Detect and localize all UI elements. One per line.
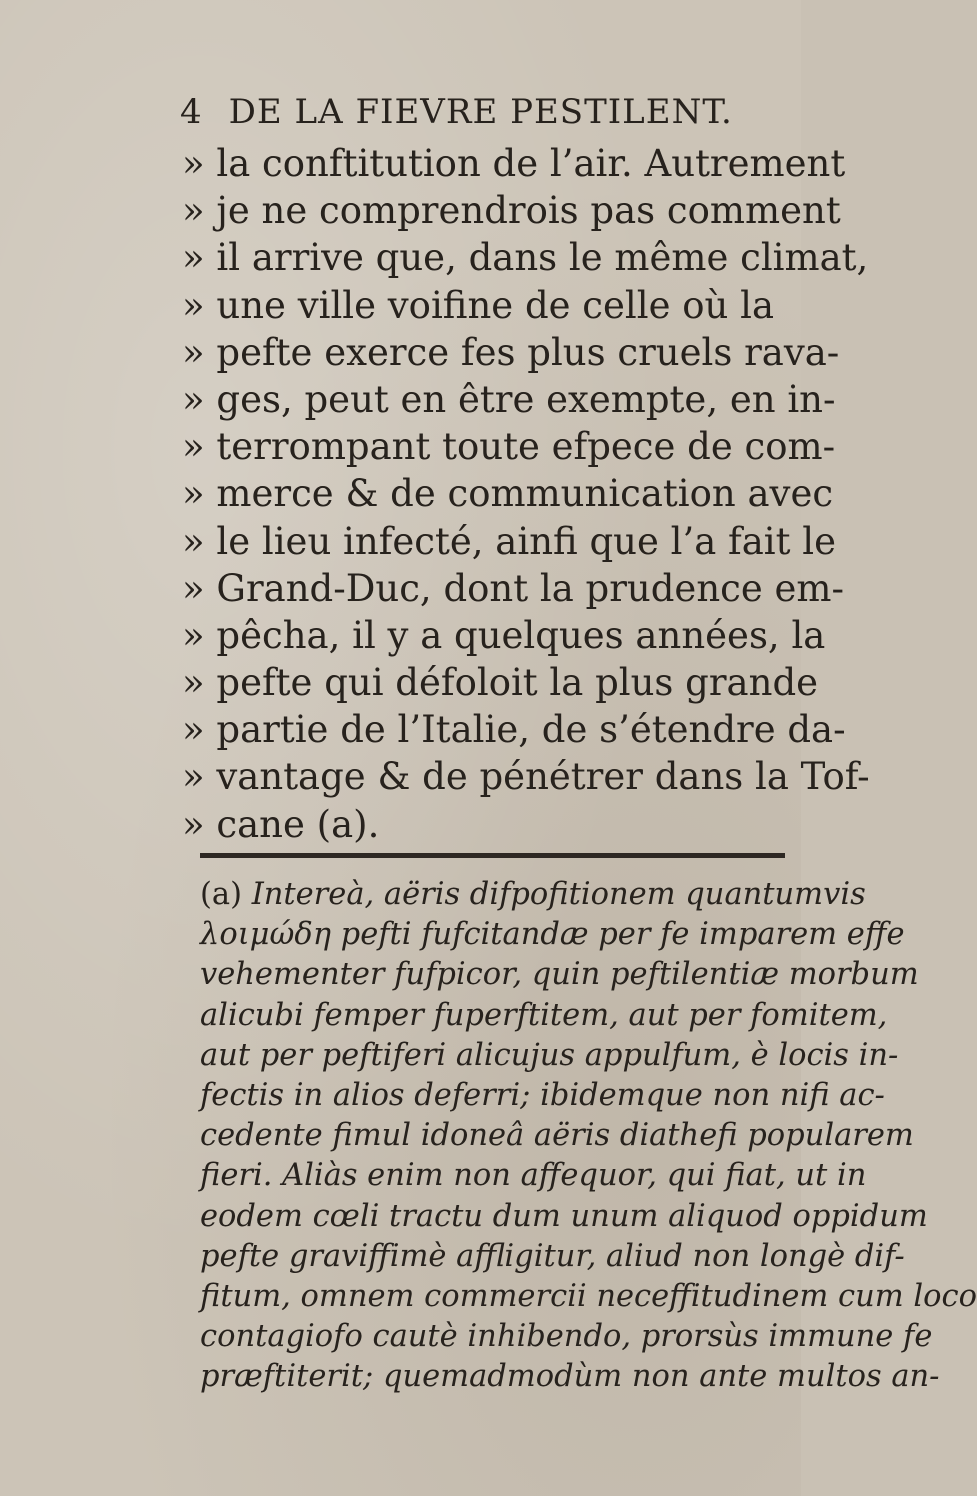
text-line: » la conftitution de l’air. Autrement bbox=[182, 142, 846, 185]
text-line: » terrompant toute efpece de com- bbox=[182, 425, 836, 469]
main-text-block bbox=[182, 140, 870, 848]
footnote-line: fieri. Aliàs enim non affequor, qui fiat, ut in bbox=[200, 1158, 867, 1194]
footnote-line-text: Intereà, aëris difpofitionem quantumvis bbox=[251, 877, 866, 912]
footnote-line: aut per peftiferi alicujus appulfum, è locis in- bbox=[200, 1037, 899, 1073]
footnote-line: præftiterit; quemadmodùm non ante multos an- bbox=[200, 1359, 940, 1395]
footnote-marker: (a) bbox=[200, 877, 242, 912]
running-header bbox=[180, 92, 733, 132]
text-line: » partie de l’Italie, de s’étendre da- bbox=[182, 708, 846, 752]
text-line: » merce & de communication avec bbox=[182, 472, 834, 516]
footnote-line: eodem cœli tractu dum unum aliquod oppidum bbox=[200, 1198, 928, 1234]
text-line: » cane (a). bbox=[182, 802, 380, 846]
page-number: 4 bbox=[180, 92, 203, 132]
footnote-line: λοιμώδη pefti fufcitandæ per fe imparem effe bbox=[200, 917, 905, 953]
footnote-line: contagiofo cautè inhibendo, prorsùs immune fe bbox=[200, 1319, 933, 1355]
footnote-line: alicubi femper fuperftitem, aut per fomitem, bbox=[200, 997, 888, 1033]
footnote-line: cedente fimul idoneâ aëris diathefi popularem bbox=[200, 1118, 914, 1154]
text-line: » je ne comprendrois pas comment bbox=[182, 189, 841, 233]
footnote-line bbox=[200, 875, 866, 915]
text-line: » vantage & de pénétrer dans la Tof- bbox=[182, 755, 870, 799]
text-line: » pefte exerce fes plus cruels rava- bbox=[182, 330, 840, 374]
text-line: » Grand-Duc, dont la prudence em- bbox=[182, 566, 845, 610]
text-line: » pêcha, il y a quelques années, la bbox=[182, 613, 826, 657]
footnote-divider bbox=[200, 853, 785, 858]
text-line: » une ville voifine de celle où la bbox=[182, 283, 774, 327]
footnote-line: fitum, omnem commercii neceffitudinem cum loco bbox=[200, 1278, 977, 1314]
text-line: » il arrive que, dans le même climat, bbox=[182, 236, 869, 280]
text-line: » pefte qui défoloit la plus grande bbox=[182, 661, 819, 705]
footnote-line: pefte graviffimè affligitur, aliud non longè dif- bbox=[200, 1238, 905, 1274]
text-line: » le lieu infecté, ainfi que l’a fait le bbox=[182, 519, 837, 563]
running-title: DE LA FIEVRE PESTILENT. bbox=[228, 92, 733, 132]
text-line: » ges, peut en être exempte, en in- bbox=[182, 377, 836, 421]
footnote-line: fectis in alios deferri; ibidemque non nifi ac- bbox=[200, 1077, 885, 1113]
footnote-line: vehementer fufpicor, quin peftilentiæ morbum bbox=[200, 957, 919, 993]
footnote-block bbox=[200, 875, 977, 1397]
